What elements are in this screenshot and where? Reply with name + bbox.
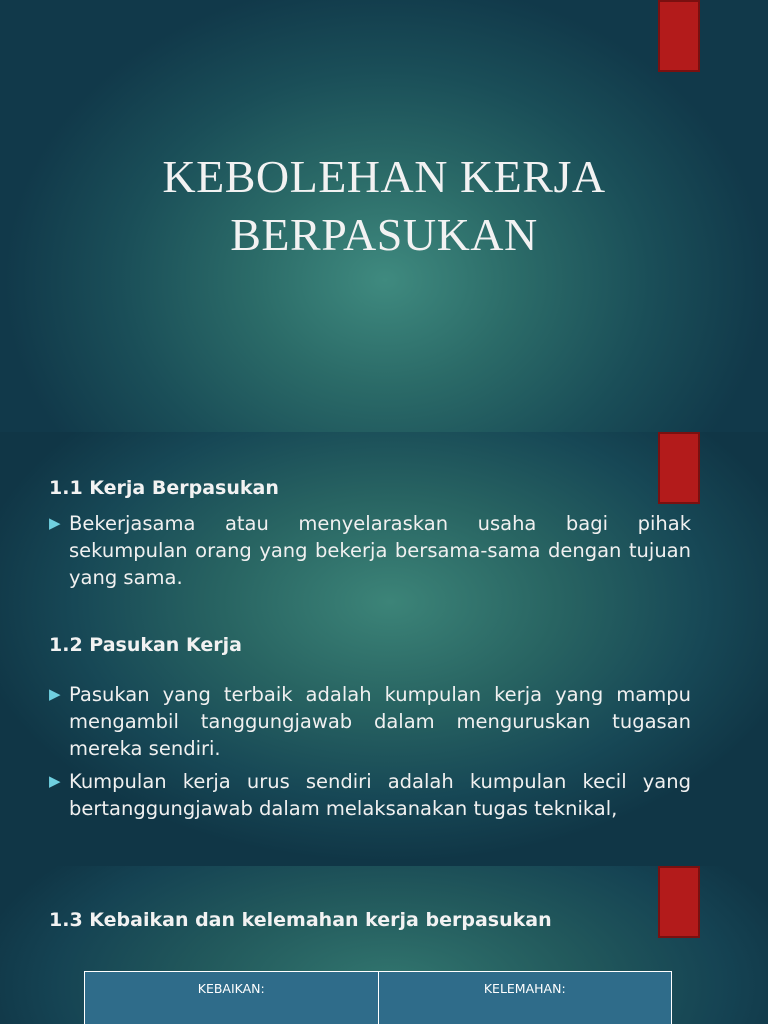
bullet-text: Kumpulan kerja urus sendiri adalah kumpulan kecil yang bertanggungjawab dalam melaksanakan tugas teknikal, (69, 770, 691, 820)
slide-title-text (0, 148, 768, 264)
table-header-kebaikan: KEBAIKAN: (85, 972, 379, 1024)
title-line-2: BERPASUKAN (230, 209, 538, 260)
slide-kebaikan-kelemahan (0, 866, 768, 1024)
triangle-right-icon: ▶ (49, 685, 61, 703)
section-heading-1-3: 1.3 Kebaikan dan kelemahan kerja berpasukan (49, 909, 552, 931)
bullet-item (49, 768, 691, 822)
slide-title (0, 0, 768, 432)
section-heading-1-1: 1.1 Kerja Berpasukan (49, 477, 279, 499)
red-accent-tab (658, 432, 700, 504)
red-accent-tab (658, 866, 700, 938)
bullet-text: Pasukan yang terbaik adalah kumpulan kerja yang mampu mengambil tanggungjawab dalam menguruskan tugasan mereka sendiri. (69, 683, 691, 760)
red-accent-tab (658, 0, 700, 72)
pros-cons-table (84, 971, 672, 1024)
triangle-right-icon: ▶ (49, 772, 61, 790)
table-header-kelemahan: KELEMAHAN: (378, 972, 672, 1024)
title-line-1: KEBOLEHAN KERJA (162, 151, 606, 202)
bullet-item (49, 681, 691, 762)
bullet-item (49, 510, 691, 591)
section-heading-1-2: 1.2 Pasukan Kerja (49, 634, 242, 656)
slide-kerja-berpasukan (0, 432, 768, 866)
triangle-right-icon: ▶ (49, 514, 61, 532)
bullet-text: Bekerjasama atau menyelaraskan usaha bagi pihak sekumpulan orang yang bekerja bersama-sama dengan tujuan yang sama. (69, 512, 691, 589)
